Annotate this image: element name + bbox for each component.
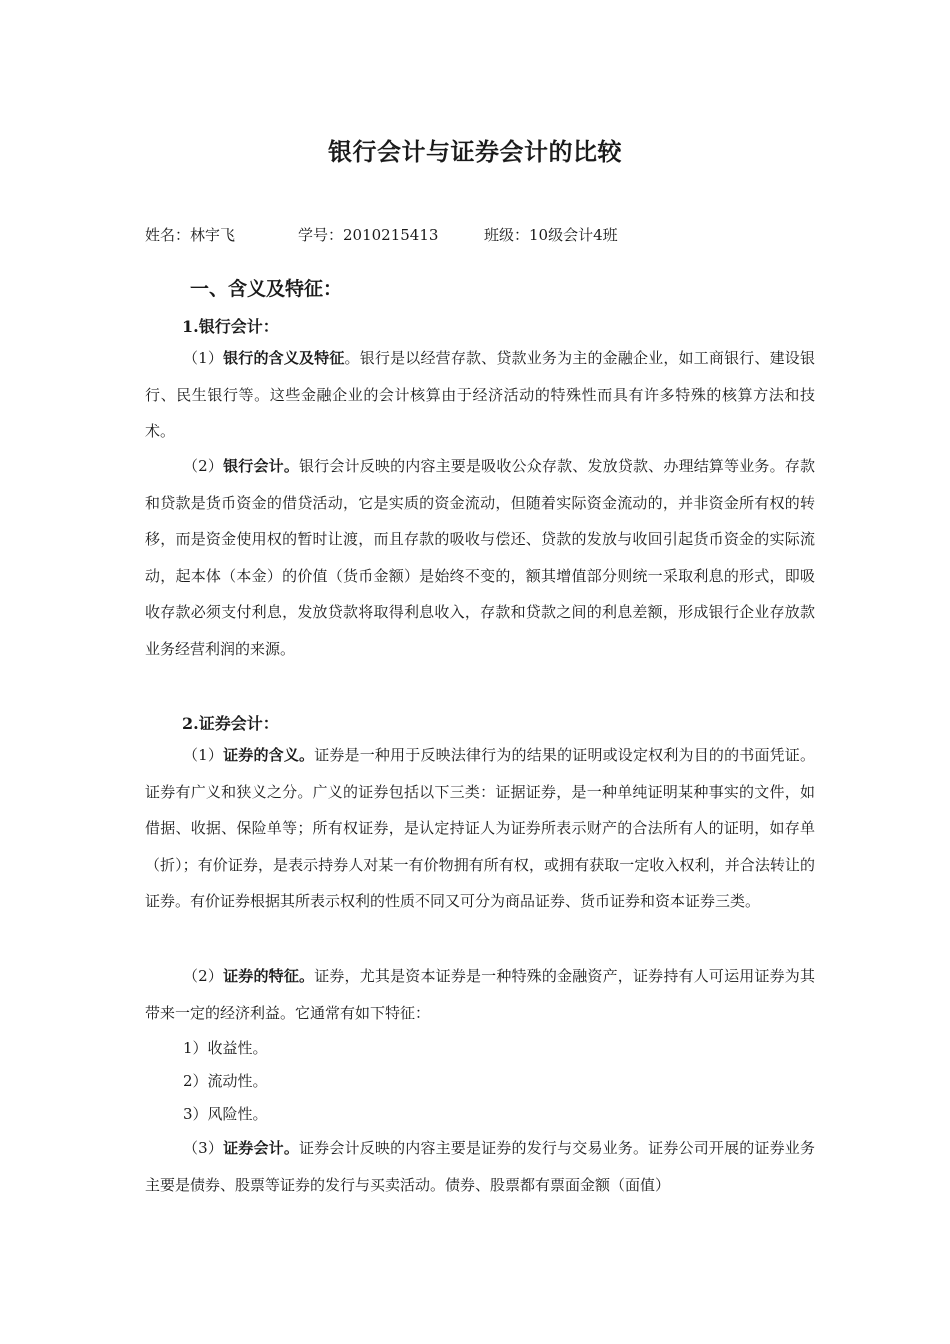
- list-item: 1）收益性。: [183, 1039, 268, 1057]
- paragraph-lead: 证券的特征。: [223, 967, 315, 985]
- page-title: 银行会计与证券会计的比较: [328, 137, 622, 166]
- paragraph-number: （2）: [183, 967, 224, 985]
- paragraph-securities-accounting: [145, 1130, 815, 1203]
- paragraph-securities-definition: [145, 737, 815, 920]
- list-item: 2）流动性。: [183, 1072, 268, 1090]
- paragraph-text: 。银行是以经营存款、贷款业务为主的金融企业，如工商银行、建设银行、民生银行等。这些金融企业的会计核算由于经济活动的特殊性而具有许多特殊的核算方法和技术。: [145, 349, 815, 440]
- paragraph-lead: 银行的含义及特征: [223, 349, 345, 367]
- subheading-bank-accounting: 1.银行会计：: [182, 317, 279, 336]
- paragraph-number: （3）: [183, 1139, 224, 1157]
- paragraph-number: （1）: [183, 746, 224, 764]
- paragraph-text: 证券，尤其是资本证券是一种特殊的金融资产，证券持有人可运用证券为其带来一定的经济利益。它通常有如下特征：: [145, 967, 815, 1022]
- student-id: 学号：2010215413: [298, 226, 439, 244]
- paragraph-text: 证券是一种用于反映法律行为的结果的证明或设定权利为目的的书面凭证。证券有广义和狭义之分。广义的证券包括以下三类：证据证券，是一种单纯证明某种事实的文件，如借据、收据、保险单等；所有权证券，是认定持证人为证券所表示财产的合法所有人的证明，如存单（折）；有价证券，是表示持券人对某一有价物拥有所有权，或拥有获取一定收入权利，并合法转让的证券。有价证券根据其所表示权利的性质不同又可分为商品证券、货币证券和资本证券三类。: [145, 746, 815, 910]
- class-info: 班级：10级会计4班: [484, 226, 618, 244]
- paragraph-bank-definition: [145, 340, 815, 450]
- paragraph-lead: 证券会计。: [223, 1139, 299, 1157]
- subheading-securities-accounting: 2.证券会计：: [182, 714, 279, 733]
- paragraph-lead: 证券的含义。: [223, 746, 315, 764]
- section-heading-definition: 一、含义及特征：: [190, 278, 343, 300]
- paragraph-bank-accounting: [145, 448, 815, 667]
- paragraph-text: 证券会计反映的内容主要是证券的发行与交易业务。证券公司开展的证券业务主要是债券、股票等证券的发行与买卖活动。债券、股票都有票面金额（面值）: [145, 1139, 815, 1194]
- paragraph-lead: 银行会计。: [223, 457, 299, 475]
- paragraph-text: 银行会计反映的内容主要是吸收公众存款、发放贷款、办理结算等业务。存款和贷款是货币资金的借贷活动，它是实质的资金流动，但随着实际资金流动的，并非资金所有权的转移，而是资金使用权的暂时让渡，而且存款的吸收与偿还、贷款的发放与收回引起货币资金的实际流动，起本体（本金）的价值（货币金额）是始终不变的，额其增值部分则统一采取利息的形式，即吸收存款必须支付利息，发放贷款将取得利息收入，存款和贷款之间的利息差额，形成银行企业存放款业务经营利润的来源。: [145, 457, 815, 658]
- paragraph-number: （1）: [183, 349, 224, 367]
- author-name: 姓名：林宇飞: [145, 226, 236, 244]
- list-item: 3）风险性。: [183, 1105, 268, 1123]
- paragraph-number: （2）: [183, 457, 224, 475]
- paragraph-securities-features: [145, 958, 815, 1031]
